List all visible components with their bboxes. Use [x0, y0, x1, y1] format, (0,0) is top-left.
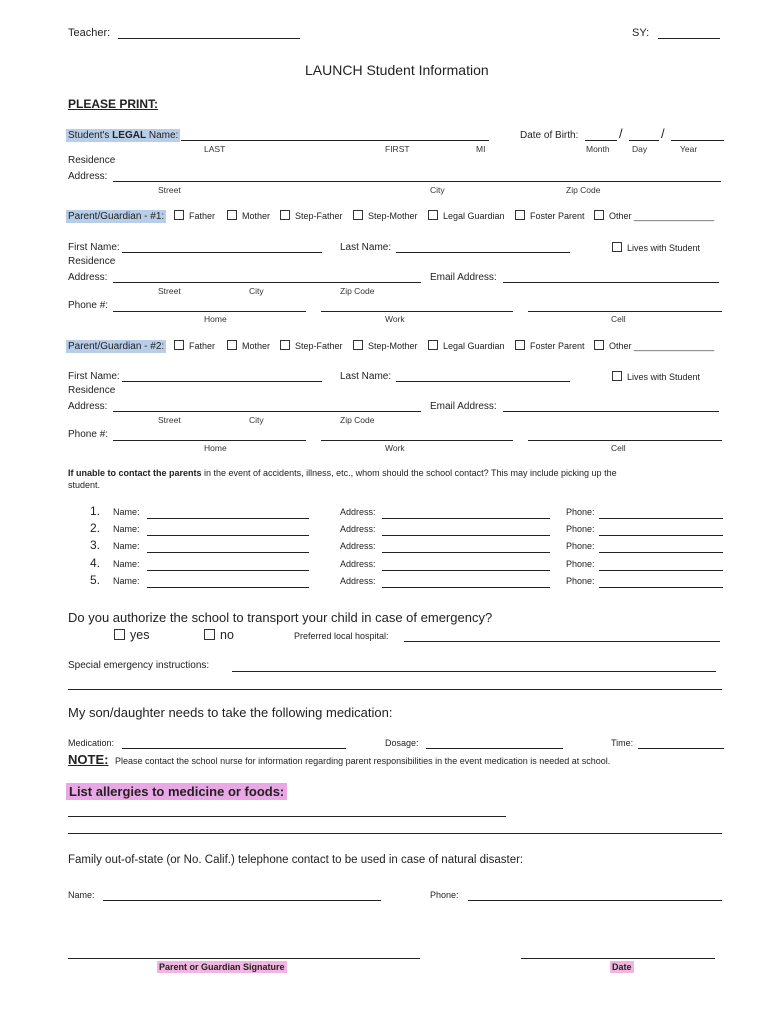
guardian1-work-phone-field[interactable]: [321, 311, 513, 312]
guardian1-home-phone-field[interactable]: [113, 311, 306, 312]
checkbox-icon[interactable]: [428, 340, 438, 350]
contact-name-field[interactable]: [147, 570, 309, 571]
guardian1-first-name-field[interactable]: [122, 252, 322, 253]
dob-slash-2: /: [661, 126, 665, 141]
special-instructions-field[interactable]: [232, 671, 716, 672]
teacher-label: Teacher:: [68, 27, 111, 39]
option-step-father[interactable]: Step-Father: [280, 340, 343, 351]
dosage-label: Dosage:: [385, 738, 419, 748]
sub-city: City: [249, 286, 264, 296]
sub-month: Month: [586, 144, 610, 154]
contact-phone-field[interactable]: [599, 535, 723, 536]
contact-address-field[interactable]: [382, 587, 550, 588]
allergies-field-2[interactable]: [68, 833, 722, 834]
time-label: Time:: [611, 738, 634, 748]
checkbox-icon[interactable]: [227, 340, 237, 350]
sub-work: Work: [385, 443, 405, 453]
checkbox-icon[interactable]: [612, 242, 622, 252]
contact-number: 4.: [90, 556, 101, 570]
disaster-name-field[interactable]: [103, 900, 381, 901]
guardian2-first-name-field[interactable]: [122, 381, 322, 382]
contact-address-label: Address:: [340, 524, 376, 534]
contact-phone-label: Phone:: [566, 524, 595, 534]
contact-phone-label: Phone:: [566, 507, 595, 517]
note-label: NOTE:: [68, 752, 109, 767]
special-instructions-label: Special emergency instructions:: [68, 660, 210, 671]
guardian1-email-field[interactable]: [503, 282, 719, 283]
contact-phone-label: Phone:: [566, 576, 595, 586]
guardian1-email-label: Email Address:: [430, 272, 497, 283]
option-step-mother[interactable]: Step-Mother: [353, 210, 418, 221]
guardian1-cell-phone-field[interactable]: [528, 311, 722, 312]
time-field[interactable]: [638, 748, 724, 749]
checkbox-icon[interactable]: [174, 340, 184, 350]
guardian2-cell-phone-field[interactable]: [528, 440, 722, 441]
checkbox-icon[interactable]: [227, 210, 237, 220]
contact-name-field[interactable]: [147, 518, 309, 519]
sub-zip: Zip Code: [340, 415, 375, 425]
contact-address-label: Address:: [340, 507, 376, 517]
guardian2-work-phone-field[interactable]: [321, 440, 513, 441]
contact-address-field[interactable]: [382, 552, 550, 553]
sub-zip: Zip Code: [340, 286, 375, 296]
contact-name-label: Name:: [113, 524, 140, 534]
sy-field[interactable]: [658, 38, 720, 39]
contact-number: 1.: [90, 504, 101, 518]
medication-field[interactable]: [122, 748, 346, 749]
contact-number: 5.: [90, 573, 101, 587]
dob-label: Date of Birth:: [520, 130, 579, 141]
checkbox-icon[interactable]: [515, 210, 525, 220]
option-other[interactable]: Other ________________: [594, 340, 714, 351]
checkbox-icon[interactable]: [114, 629, 125, 640]
guardian2-lives-with[interactable]: Lives with Student: [612, 371, 700, 382]
dob-day-field[interactable]: [629, 140, 659, 141]
guardian1-residence-label: Residence: [68, 256, 116, 267]
contact-name-label: Name:: [113, 507, 140, 517]
contact-phone-label: Phone:: [566, 559, 595, 569]
student-address-label: Address:: [68, 171, 108, 182]
date-label: Date: [612, 962, 632, 972]
contact-name-label: Name:: [113, 576, 140, 586]
contact-address-field[interactable]: [382, 518, 550, 519]
guardian2-label: Parent/Guardian - #2:: [68, 341, 165, 352]
contact-address-label: Address:: [340, 541, 376, 551]
option-father[interactable]: Father: [174, 210, 215, 221]
contact-address-field[interactable]: [382, 570, 550, 571]
contact-number: 2.: [90, 521, 101, 535]
checkbox-icon[interactable]: [174, 210, 184, 220]
student-residence-label: Residence: [68, 155, 116, 166]
checkbox-icon[interactable]: [353, 210, 363, 220]
contact-name-field[interactable]: [147, 535, 309, 536]
sy-label: SY:: [632, 27, 650, 39]
guardian2-address-label: Address:: [68, 401, 108, 412]
dosage-field[interactable]: [426, 748, 563, 749]
emergency-question: Do you authorize the school to transport your child in case of emergency?: [68, 610, 493, 625]
option-other[interactable]: Other ________________: [594, 210, 714, 221]
option-legal-guardian[interactable]: Legal Guardian: [428, 210, 505, 221]
contact-phone-field[interactable]: [599, 570, 723, 571]
option-mother[interactable]: Mother: [227, 340, 270, 351]
sub-city: City: [249, 415, 264, 425]
guardian2-residence-label: Residence: [68, 385, 116, 396]
option-step-father[interactable]: Step-Father: [280, 210, 343, 221]
guardian2-home-phone-field[interactable]: [113, 440, 306, 441]
student-legal-name-label: Student's LEGAL Name:: [68, 130, 179, 141]
contact-name-field[interactable]: [147, 552, 309, 553]
page-title: LAUNCH Student Information: [305, 62, 489, 78]
disaster-name-label: Name:: [68, 890, 95, 900]
checkbox-icon[interactable]: [594, 210, 604, 220]
sub-home: Home: [204, 443, 227, 453]
student-address-field[interactable]: [113, 181, 721, 182]
teacher-field[interactable]: [118, 38, 300, 39]
medication-label: Medication:: [68, 738, 115, 748]
checkbox-icon[interactable]: [280, 340, 290, 350]
checkbox-icon[interactable]: [204, 629, 215, 640]
sub-first: FIRST: [385, 144, 410, 154]
sub-work: Work: [385, 314, 405, 324]
guardian1-address-field[interactable]: [113, 282, 421, 283]
guardian1-lives-with[interactable]: Lives with Student: [612, 242, 700, 253]
checkbox-icon[interactable]: [280, 210, 290, 220]
sub-street: Street: [158, 415, 181, 425]
guardian1-first-name-label: First Name:: [68, 242, 120, 253]
option-legal-guardian[interactable]: Legal Guardian: [428, 340, 505, 351]
contact-phone-field[interactable]: [599, 552, 723, 553]
contact-phone-label: Phone:: [566, 541, 595, 551]
contacts-intro-line2: student.: [68, 480, 101, 490]
sub-zip: Zip Code: [566, 185, 601, 195]
please-print: PLEASE PRINT:: [68, 97, 159, 111]
guardian2-email-label: Email Address:: [430, 401, 497, 412]
allergies-heading: List allergies to medicine or foods:: [66, 783, 287, 800]
contact-address-label: Address:: [340, 576, 376, 586]
option-foster-parent[interactable]: Foster Parent: [515, 210, 585, 221]
contact-name-label: Name:: [113, 541, 140, 551]
guardian1-phone-label: Phone #:: [68, 300, 109, 311]
contact-address-label: Address:: [340, 559, 376, 569]
guardian1-address-label: Address:: [68, 272, 108, 283]
option-father[interactable]: Father: [174, 340, 215, 351]
sub-day: Day: [632, 144, 648, 154]
emergency-no-option[interactable]: no: [204, 628, 234, 642]
sub-last: LAST: [204, 144, 226, 154]
guardian1-last-name-label: Last Name:: [340, 242, 392, 253]
option-foster-parent[interactable]: Foster Parent: [515, 340, 585, 351]
guardian2-last-name-field[interactable]: [396, 381, 570, 382]
disaster-phone-field[interactable]: [468, 900, 722, 901]
checkbox-icon[interactable]: [515, 340, 525, 350]
special-instructions-field-2[interactable]: [68, 689, 722, 690]
disaster-heading: Family out-of-state (or No. Calif.) telephone contact to be used in case of natural disaster:: [68, 854, 524, 866]
contact-address-field[interactable]: [382, 535, 550, 536]
checkbox-icon[interactable]: [353, 340, 363, 350]
sub-street: Street: [158, 286, 181, 296]
dob-year-field[interactable]: [671, 140, 724, 141]
guardian2-first-name-label: First Name:: [68, 371, 120, 382]
disaster-phone-label: Phone:: [430, 890, 459, 900]
guardian2-email-field[interactable]: [503, 411, 719, 412]
student-name-field[interactable]: [181, 140, 489, 141]
sub-mi: MI: [476, 144, 486, 154]
guardian2-phone-label: Phone #:: [68, 429, 109, 440]
sub-home: Home: [204, 314, 227, 324]
note-text: Please contact the school nurse for information regarding parent responsibilities in the event medication is needed at school.: [115, 756, 611, 766]
option-mother[interactable]: Mother: [227, 210, 270, 221]
sub-street: Street: [158, 185, 181, 195]
medication-heading: My son/daughter needs to take the following medication:: [68, 705, 393, 720]
date-field[interactable]: [521, 958, 715, 959]
contact-phone-field[interactable]: [599, 587, 723, 588]
contact-name-label: Name:: [113, 559, 140, 569]
guardian2-address-field[interactable]: [113, 411, 421, 412]
sub-cell: Cell: [611, 314, 626, 324]
parent-signature-field[interactable]: [68, 958, 420, 959]
sub-year: Year: [680, 144, 698, 154]
guardian2-last-name-label: Last Name:: [340, 371, 392, 382]
contact-phone-field[interactable]: [599, 518, 723, 519]
contacts-intro: If unable to contact the parents in the event of accidents, illness, etc., whom should the school contact? This may include picking up the: [68, 468, 617, 478]
hospital-label: Preferred local hospital:: [294, 631, 389, 641]
contact-name-field[interactable]: [147, 587, 309, 588]
allergies-field-1[interactable]: [68, 816, 506, 817]
checkbox-icon[interactable]: [612, 371, 622, 381]
guardian1-label: Parent/Guardian - #1:: [68, 211, 165, 222]
checkbox-icon[interactable]: [428, 210, 438, 220]
parent-signature-label: Parent or Guardian Signature: [159, 962, 285, 972]
dob-slash-1: /: [619, 126, 623, 141]
guardian1-last-name-field[interactable]: [396, 252, 570, 253]
sub-city: City: [430, 185, 445, 195]
dob-month-field[interactable]: [585, 140, 617, 141]
option-step-mother[interactable]: Step-Mother: [353, 340, 418, 351]
sub-cell: Cell: [611, 443, 626, 453]
checkbox-icon[interactable]: [594, 340, 604, 350]
emergency-yes-option[interactable]: yes: [114, 628, 149, 642]
contact-number: 3.: [90, 538, 101, 552]
hospital-field[interactable]: [404, 641, 720, 642]
